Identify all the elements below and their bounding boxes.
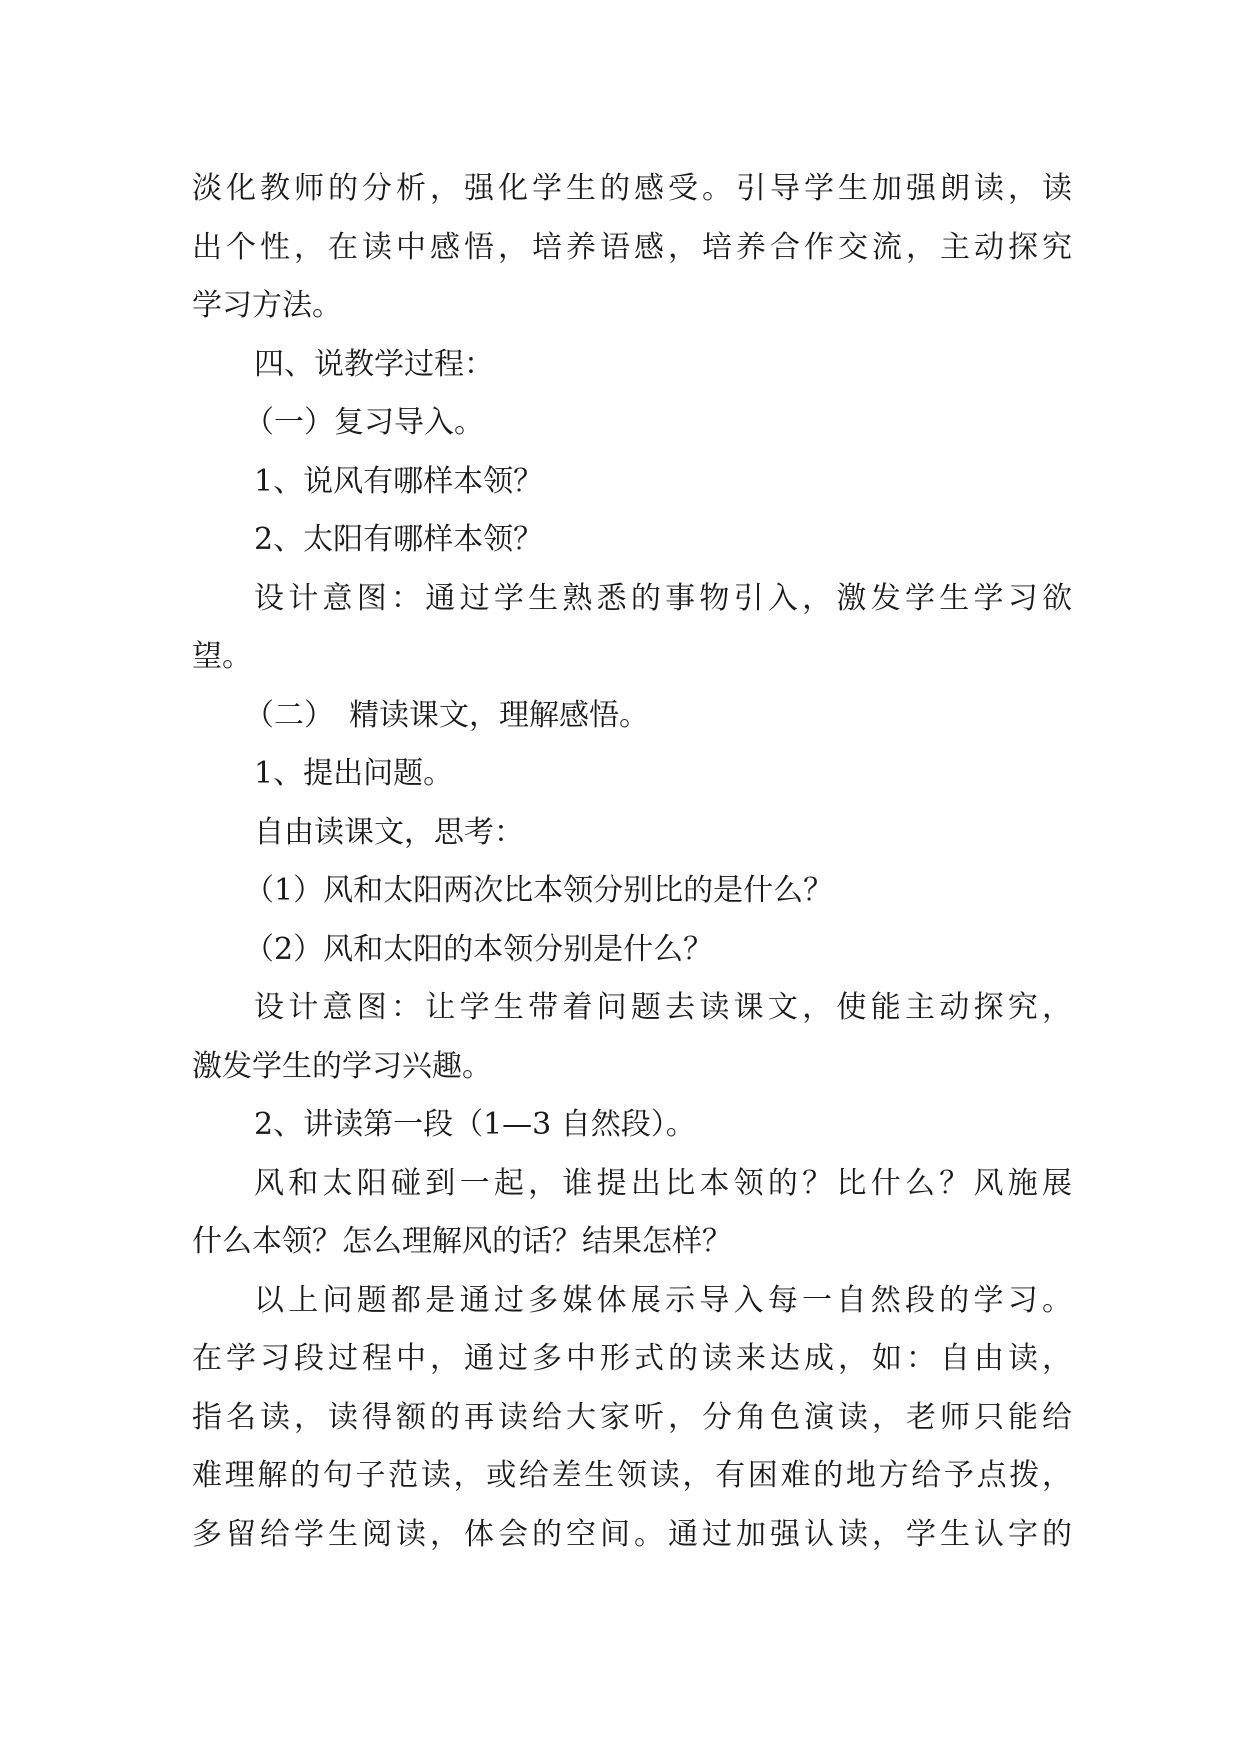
- text-line: 激发学生的学习兴趣。: [192, 1048, 492, 1084]
- text-line: 望。: [192, 639, 252, 674]
- subsection-heading: （一）复习导入。: [244, 405, 484, 440]
- text-line: 指名读，读得额的再读给大家听，分角色演读，老师只能给: [192, 1399, 1072, 1435]
- text-line: 难理解的句子范读，或给差生领读，有困难的地方给予点拨，: [192, 1458, 1072, 1493]
- list-item: 1、说风有哪样本领？: [254, 463, 544, 499]
- question-item: （1）风和太阳两次比本领分别比的是什么？: [244, 873, 834, 908]
- text-line: 出个性，在读中感悟，培养语感，培养合作交流，主动探究: [192, 229, 1072, 265]
- list-item: 2、讲读第一段（1—3 自然段）。: [254, 1107, 696, 1142]
- text-line: 设计意图：通过学生熟悉的事物引入，激发学生学习欲: [254, 580, 1072, 616]
- section-heading: 四、说教学过程：: [254, 346, 494, 382]
- text-line: 学习方法。: [192, 288, 342, 323]
- question-item: （2）风和太阳的本领分别是什么？: [244, 931, 714, 967]
- text-line: 在学习段过程中，通过多中形式的读来达成，如：自由读，: [192, 1341, 1072, 1376]
- body-text: [192, 160, 1072, 1564]
- text-line: 以上问题都是通过多媒体展示导入每一自然段的学习。: [254, 1282, 1072, 1318]
- text-line: 自由读课文，思考：: [254, 814, 524, 850]
- text-line: 风和太阳碰到一起，谁提出比本领的？比什么？风施展: [254, 1165, 1072, 1201]
- text-line: 淡化教师的分析，强化学生的感受。引导学生加强朗读，读: [192, 171, 1072, 206]
- list-item: 2、太阳有哪样本领？: [254, 522, 544, 557]
- list-item: 1、提出问题。: [254, 756, 454, 791]
- subsection-heading: （二） 精读课文，理解感悟。: [244, 697, 649, 733]
- text-line: 多留给学生阅读，体会的空间。通过加强认读，学生认字的: [192, 1516, 1072, 1552]
- text-line: 什么本领？怎么理解风的话？结果怎样？: [192, 1224, 732, 1259]
- text-line: 设计意图：让学生带着问题去读课文，使能主动探究，: [254, 990, 1072, 1025]
